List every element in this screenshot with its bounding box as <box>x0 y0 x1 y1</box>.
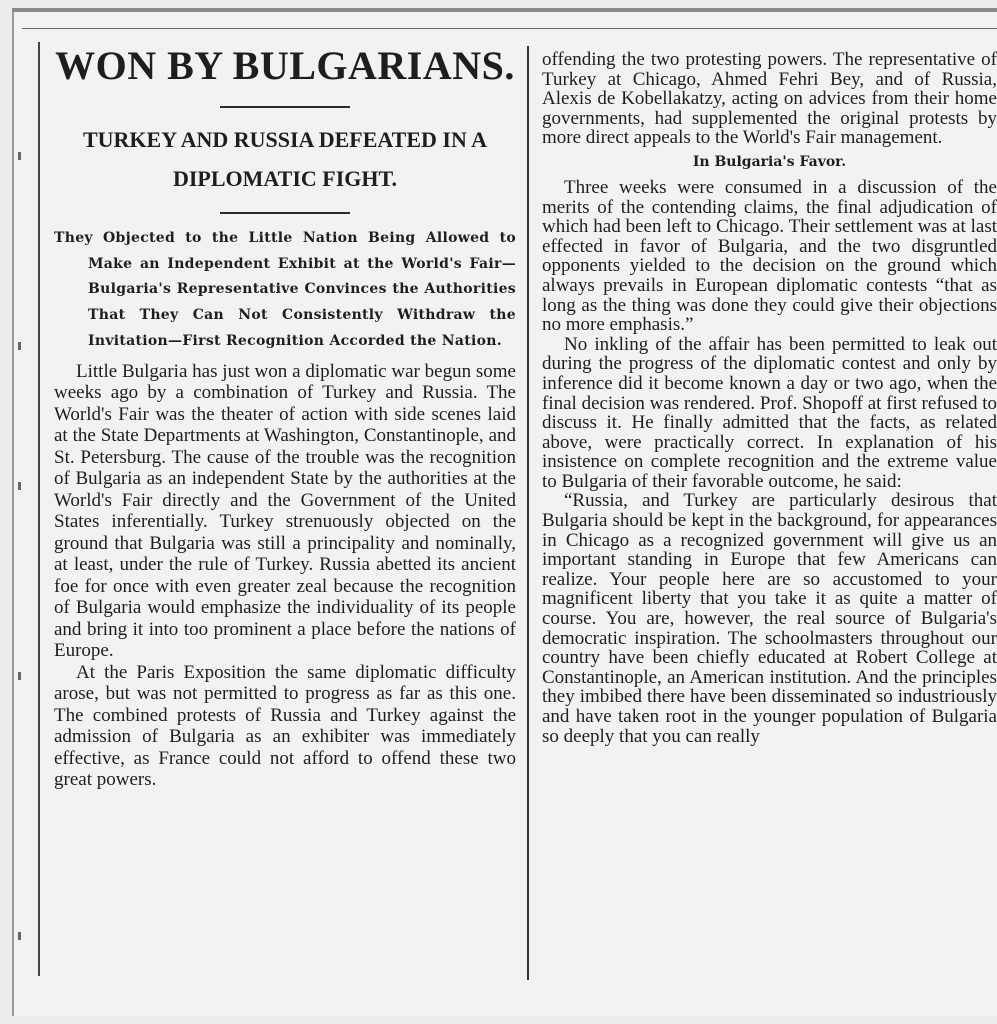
headline-rule <box>220 106 350 108</box>
margin-mark <box>18 482 21 490</box>
body-paragraph: Three weeks were consumed in a discussion of the merits of the contending claims, the final adjudication of which had been left to Chicago. Their settlement was at last effected in favor of Bulgaria, and the two disgruntled opponents yielded to the decision on the ground which always prevails in European diplomatic contests “that as long as the thing was done they could give their objections no more emphasis.” <box>542 176 997 336</box>
top-rule <box>22 28 997 29</box>
headline: WON BY BULGARIANS. <box>55 43 515 88</box>
left-column <box>54 40 516 791</box>
quote-paragraph: “Russia, and Turkey are particularly desirous that Bulgaria should be kept in the background, for appearances in Chicago as a recognized government will give us an important standing in Europe that few Americans can realize. Your people here are so accustomed to your magnificent liberty that you take it as quite a matter of course. You are, however, the real source of Bulgaria's democratic inspiration. The schoolmasters throughout our country have been chiefly educated at Robert College at Constantinople, an American institution. And the principles they imbibed there have been disseminated so industriously and have taken root in the younger population of Bulgaria so deeply that you can really <box>542 490 997 747</box>
subheadline: TURKEY AND RUSSIA DEFEATED IN A DIPLOMATIC FIGHT. <box>82 127 488 191</box>
left-column-rule <box>38 42 40 976</box>
margin-mark <box>18 342 21 350</box>
margin-mark <box>18 672 21 680</box>
section-heading: In Bulgaria's Favor. <box>692 153 847 170</box>
right-column <box>542 50 997 746</box>
body-paragraph: No inkling of the affair has been permitted to leak out during the progress of the diplomatic contest and only by inference did it become known a day or two ago, when the final decision was rendered. Prof. Shopoff at first refused to discuss it. He finally admitted that the facts, as related above, were practically correct. In explanation of his insistence on complete recognition and the extreme value to Bulgaria of their favorable outcome, he said: <box>542 333 997 492</box>
margin-mark <box>18 932 21 940</box>
margin-mark <box>18 152 21 160</box>
newspaper-clipping <box>12 8 997 1016</box>
deck-summary: They Objected to the Little Nation Being Allowed to Make an Independent Exhibit at the World's Fair—Bulgaria's Representative Convinces the Authorities That They Can Not Consistently Withdraw the Invitation—First Recognition Accorded the Nation. <box>54 230 516 349</box>
body-paragraph: Little Bulgaria has just won a diplomatic war begun some weeks ago by a combination of Turkey and Russia. The World's Fair was the theater of action with side scenes laid at the State Departments at Washington, Constantinople, and St. Petersburg. The cause of the trouble was the recognition of Bulgaria as an independent State by the authorities at the World's Fair directly and the Government of the United States inferentially. Turkey strenuously objected on the ground that Bulgaria was still a principality and nominally, at least, under the rule of Turkey. Russia abetted its ancient foe for once with even greater zeal because the recognition of Bulgaria would emphasize the individuality of its people and bring it into too prominent a place before the nations of Europe. <box>54 360 516 662</box>
subheadline-rule <box>220 212 350 214</box>
continued-paragraph: offending the two protesting powers. The representative of Turkey at Chicago, Ahmed Fehri Bey, and of Russia, Alexis de Kobellakatzy, acting on advices from their home governments, had supplemented the original protests by more direct appeals to the World's Fair management. <box>542 49 997 149</box>
column-divider <box>527 46 529 980</box>
body-paragraph: At the Paris Exposition the same diplomatic difficulty arose, but was not permitted to progress as far as this one. The combined protests of Russia and Turkey against the admission of Bulgaria as an exhibiter was immediately effective, as France could not afford to offend these two great powers. <box>54 661 516 791</box>
